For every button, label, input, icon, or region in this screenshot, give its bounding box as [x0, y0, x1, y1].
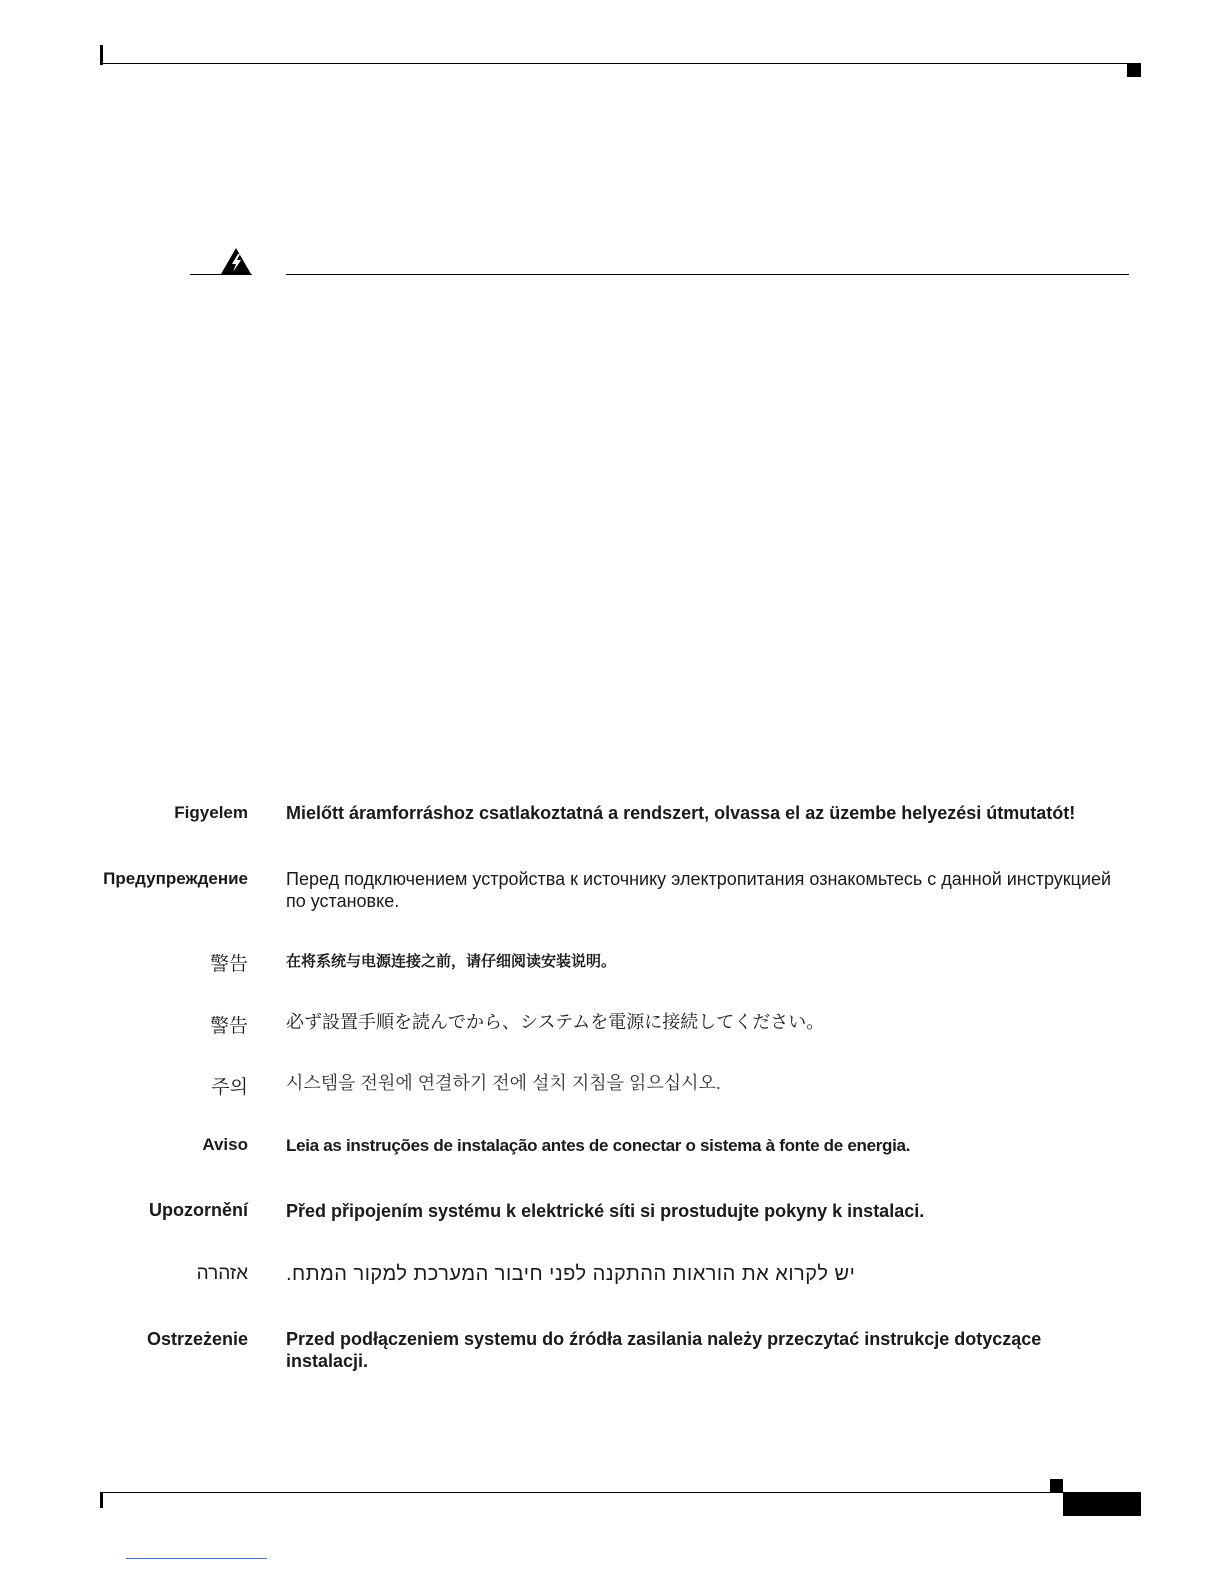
warning-label: אזהרה — [196, 1263, 248, 1284]
warning-text: Před připojením systému k elektrické síti si prostudujte pokyny k instalaci. — [286, 1201, 925, 1221]
warning-label: 警告 — [209, 954, 248, 975]
footer-small-block — [1050, 1479, 1063, 1492]
warning-label: Upozornění — [149, 1200, 248, 1220]
warning-triangle-icon — [220, 247, 252, 275]
warning-text: 在将系统与电源连接之前，请仔细阅读安装说明。 — [286, 953, 617, 970]
footer-rule — [100, 1492, 1064, 1493]
warning-label: Ostrzeżenie — [146, 1329, 248, 1349]
header-rule — [100, 63, 1141, 64]
footer-link-underline — [126, 1558, 267, 1559]
warning-label: Предупреждение — [103, 869, 248, 888]
warning-icon-underline — [190, 274, 252, 275]
warning-text: יש לקרוא את הוראות ההתקנה לפני חיבור המערכת למקור המתח. — [286, 1263, 856, 1285]
warning-text: Перед подключением устройства к источнику электропитания ознакомьтесь с данной инструкцией по установке. — [286, 869, 1112, 911]
warning-text: Leia as instruções de instalação antes de conectar o sistema à fonte de energia. — [286, 1136, 911, 1155]
footer-tick — [100, 1492, 103, 1508]
warning-rule — [286, 274, 1129, 275]
warning-label: Figyelem — [174, 803, 248, 822]
warning-label: Aviso — [202, 1135, 248, 1154]
footer-page-tab — [1063, 1492, 1141, 1516]
header-block — [1127, 63, 1141, 77]
warning-text: 必ず設置手順を読んでから、システムを電源に接続してください。 — [286, 1012, 825, 1032]
header-tick — [100, 45, 103, 65]
warning-label: 주의 — [211, 1077, 248, 1098]
warning-text: Przed podłączeniem systemu do źródła zasilania należy przeczytać instrukcje dotyczące instalacji. — [286, 1329, 1042, 1371]
warning-text: Mielőtt áramforráshoz csatlakoztatná a rendszert, olvassa el az üzembe helyezési útmutatót! — [286, 803, 1076, 823]
warning-label: 警告 — [209, 1016, 248, 1037]
warning-text: 시스템을 전원에 연결하기 전에 설치 지침을 읽으십시오. — [286, 1073, 721, 1093]
